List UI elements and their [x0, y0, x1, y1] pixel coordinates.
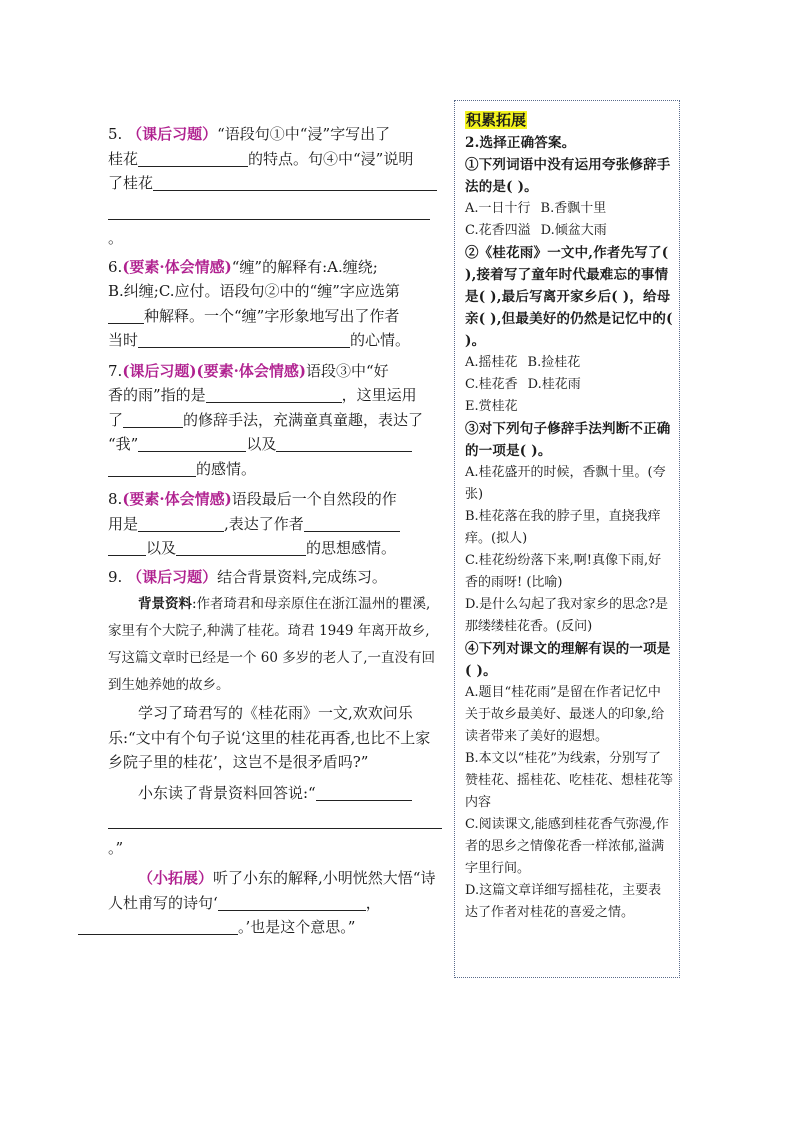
option: B.桂花落在我的脖子里，直挠我痒痒。(拟人)	[465, 509, 661, 546]
tag-label: (要素·体会情感)	[122, 257, 232, 276]
option: C.阅读课文,能感到桂花香气弥漫,作者的思乡之情像花香一样浓郁,溢满字里行间。	[465, 817, 669, 876]
answer-blank[interactable]	[218, 892, 366, 911]
extension-paragraph: （小拓展）听了小东的解释,小明恍然大悟“诗人杜甫写的诗句‘ ， 。’也是这个意思。”	[108, 866, 442, 940]
options-row: C.花香四溢 D.倾盆大雨	[465, 223, 607, 238]
tag-label: （课后习题）	[127, 125, 218, 143]
option: B.本文以“桂花”为线索，分别写了赞桂花、摇桂花、吃桂花、想桂花等内容	[465, 751, 674, 810]
sub-question-4: ④下列对课文的理解有误的一项是( )。	[465, 641, 671, 679]
box-title: 积累拓展	[466, 111, 527, 129]
answer-blank[interactable]	[108, 810, 442, 829]
options-row: E.赏桂花	[465, 399, 518, 414]
answer-paragraph: 小东读了背景资料回答说:“	[108, 781, 442, 806]
options-row: A.一日十行 B.香飘十里	[465, 201, 607, 216]
answer-blank[interactable]	[123, 409, 183, 428]
background-material: 背景资料:作者琦君和母亲原住在浙江温州的瞿溪,家里有个大院子,种满了桂花。琦君 1949 年离开故乡,写这篇文章时已经是一个 60 多岁的老人了,一直没有回到生她养她的故乡。	[108, 596, 436, 693]
answer-blank[interactable]	[108, 305, 144, 324]
question-9: 9. （课后习题）结合背景资料,完成练习。	[108, 567, 387, 586]
answer-blank[interactable]	[153, 172, 437, 191]
sub-question-3: ③对下列句子修辞手法判断不正确的一项是( )。	[465, 421, 671, 459]
tag-label: (要素·体会情感)	[122, 490, 232, 508]
question-7: 7.(课后习题)(要素·体会情感)语段③中“好 香的雨”指的是 ，这里运用 了 的修辞手法，充满童真童趣，表达了 “我” 以及 的感情。	[108, 361, 424, 478]
option: C.桂花纷纷落下来,啊!真像下雨,好香的雨呀! (比喻)	[465, 553, 662, 590]
answer-blank[interactable]	[304, 513, 400, 532]
option: D.这篇文章详细写摇桂花，主要表达了作者对桂花的喜爱之情。	[465, 883, 662, 920]
answer-blank[interactable]	[206, 384, 342, 403]
question-6: 6.(要素·体会情感)“缠”的解释有:A.缠绕; B.纠缠;C.应付。语段句②中的“缠”字应选第 种解释。一个“缠”字形象地写出了作者 当时 的心情。	[108, 257, 411, 349]
answer-blank[interactable]	[138, 433, 246, 452]
tag-label: (要素·体会情感)	[196, 361, 306, 380]
dialogue-paragraph: 学习了琦君写的《桂花雨》一文,欢欢问乐乐:“文中有个句子说‘这里的桂花再香,也比不上家乡院子里的桂花’，这岂不是很矛盾吗?”	[108, 704, 431, 771]
options-row: A.摇桂花 B.捡桂花	[465, 355, 581, 370]
tag-label: （小拓展）	[138, 869, 214, 887]
option: D.是什么勾起了我对家乡的思念?是那缕缕桂花香。(反问)	[465, 597, 669, 634]
answer-blank[interactable]	[176, 537, 306, 556]
answer-blank[interactable]	[78, 916, 238, 935]
answer-blank[interactable]	[108, 537, 146, 556]
answer-blank[interactable]	[138, 148, 248, 167]
left-column: 5. （课后习题）“语段句①中“浸”字写出了 桂花 的特点。句④中“浸”说明 了桂花 。 6.(要素·体会情感)“缠”的解释有:A.缠绕; B.纠缠;C.应付。语段句②中的“缠”字应选第 种解释。一个“缠”字形象地写出了作者 当时 的心情。 7.(课后习题)(要素·体会情感)语段③中“好 香的雨”指的是 ，这里运用 了 的修辞手法，充满童真童趣，表达了 “我” 以及 的感情。 8.(要素·体会情感)语段最后一个自然段的作 用是 ,表达了作者 以及 的思想感情。 9. （课后习题）结合背景资料,完成练习。 背景资料:作者琦君和母亲原住在浙江温州的瞿溪,家里有个大院子,种满了桂花。琦君 1949 年离开故乡,写这篇文章时已经是一个 60 多岁的老人了,一直没有回到生她养她的故乡。 学习了琦君写的《桂花雨》一文,欢欢问乐乐:“文中有个句子说‘这里的桂花再香,也比不上家乡院子里的桂花’，这岂不是很矛盾吗?” 小东读了背景资料回答说:“ 。” （小拓展）听了小东的解释,小明恍然大悟“诗人杜甫写的诗句‘ ， 。’也是这个意思。”	[108, 122, 442, 940]
option: A.桂花盛开的时候，香飘十里。(夸张)	[465, 465, 666, 502]
answer-blank[interactable]	[108, 201, 430, 220]
question-5: 5. （课后习题）“语段句①中“浸”字写出了 桂花 的特点。句④中“浸”说明 了桂花	[108, 122, 442, 196]
answer-blank[interactable]	[138, 329, 350, 348]
sub-question-1: ①下列词语中没有运用夸张修辞手法的是( )。	[465, 157, 671, 195]
option: A.题目“桂花雨”是留在作者记忆中关于故乡最美好、最迷人的印象,给读者带来了美好的遐想。	[465, 685, 665, 744]
sub-question-2: ②《桂花雨》一文中,作者先写了( ),接着写了童年时代最难忘的事情是( ),最后写离开家乡后( )，给母亲( ),但最美好的仍然是记忆中的( )。	[465, 245, 673, 349]
tag-label: （课后习题）	[127, 567, 218, 586]
answer-blank[interactable]	[316, 782, 412, 801]
accumulation-box	[454, 100, 680, 978]
answer-blank[interactable]	[276, 433, 412, 452]
tag-label: (课后习题)	[122, 361, 197, 380]
answer-blank[interactable]	[108, 458, 196, 477]
box-heading: 2.选择正确答案。	[465, 135, 576, 151]
question-8: 8.(要素·体会情感)语段最后一个自然段的作 用是 ,表达了作者 以及 的思想感情。	[108, 487, 442, 561]
answer-blank[interactable]	[138, 513, 224, 532]
options-row: C.桂花香 D.桂花雨	[465, 377, 581, 392]
